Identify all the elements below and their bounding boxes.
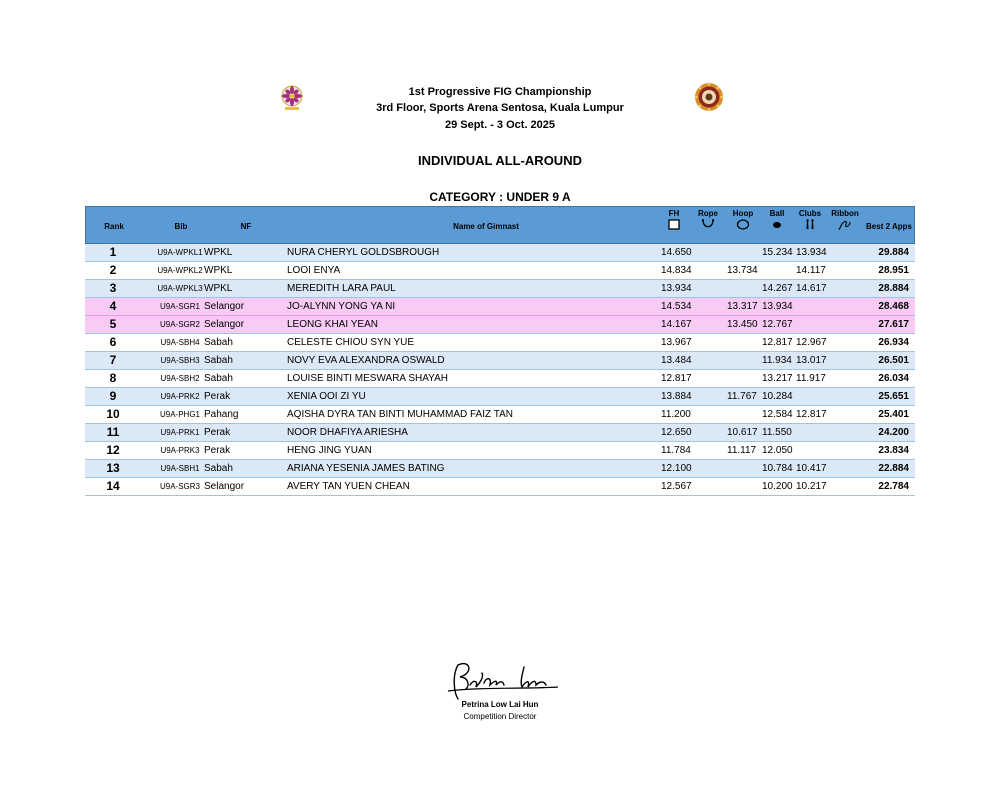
- rank-cell: 1: [109, 245, 117, 259]
- page-title: INDIVIDUAL ALL-AROUND: [418, 153, 582, 168]
- hoop-header: [725, 209, 761, 230]
- rank-cell: 4: [109, 299, 117, 313]
- table-row: [85, 406, 915, 424]
- fh-score-cell: 13.484: [661, 355, 692, 366]
- hoop-score-cell: 11.117: [727, 445, 757, 456]
- table-row: [85, 244, 915, 262]
- rope-header-label: Rope: [698, 209, 718, 218]
- best-two-apps-cell: 28.468: [878, 301, 909, 312]
- hoop-icon: [736, 219, 750, 230]
- rank-cell: 14: [106, 479, 120, 493]
- table-row: [85, 352, 915, 370]
- best-two-apps-cell: 25.401: [878, 409, 909, 420]
- rank-cell: 9: [109, 389, 117, 403]
- ball-header-label: Ball: [769, 209, 785, 218]
- clubs-header-label: Clubs: [798, 209, 822, 218]
- fh-header: [656, 209, 692, 230]
- fh-score-cell: 11.784: [661, 445, 691, 456]
- table-row: [85, 262, 915, 280]
- nf-cell: Pahang: [204, 409, 239, 420]
- table-row: [85, 370, 915, 388]
- nf-cell: Sabah: [204, 373, 233, 384]
- bib-cell: U9A-PHG1: [159, 410, 200, 419]
- best-two-apps-cell: 29.884: [878, 247, 909, 258]
- fh-score-cell: 11.200: [661, 409, 691, 420]
- ball-header: [759, 209, 795, 230]
- gymnast-name-cell: HENG JING YUAN: [287, 445, 372, 456]
- rank-cell: 10: [106, 407, 120, 421]
- ball-score-cell: 10.784: [762, 463, 793, 474]
- table-row: [85, 460, 915, 478]
- rank-cell: 13: [106, 461, 120, 475]
- clubs-score-cell: 12.967: [796, 337, 827, 348]
- hoop-score-cell: 13.734: [727, 265, 758, 276]
- fh-score-cell: 12.100: [661, 463, 692, 474]
- clubs-score-cell: 10.217: [796, 481, 827, 492]
- fh-score-cell: 14.534: [661, 301, 692, 312]
- nf-cell: WPKL: [204, 265, 233, 276]
- best-two-apps-cell: 26.934: [878, 337, 909, 348]
- gymnast-name-cell: AVERY TAN YUEN CHEAN: [287, 481, 410, 492]
- fh-score-cell: 13.884: [661, 391, 692, 402]
- gymnast-name-cell: CELESTE CHIOU SYN YUE: [287, 337, 415, 348]
- bib-cell: U9A-SGR1: [159, 302, 200, 311]
- event-dates: 29 Sept. - 3 Oct. 2025: [444, 119, 556, 131]
- name-header: Name of Gimnast: [453, 222, 519, 231]
- signatory-name: Petrina Low Lai Hun: [461, 700, 539, 709]
- table-row: [85, 280, 915, 298]
- best-two-apps-cell: 26.501: [878, 355, 909, 366]
- best-two-apps-cell: 22.784: [878, 481, 909, 492]
- table-row: [85, 442, 915, 460]
- clubs-header: [792, 209, 828, 230]
- rank-cell: 7: [109, 353, 117, 367]
- bib-cell: U9A-WPKL2: [157, 266, 203, 275]
- clubs-score-cell: 12.817: [796, 409, 827, 420]
- fh-score-cell: 12.817: [661, 373, 692, 384]
- fh-score-cell: 12.567: [661, 481, 692, 492]
- bib-cell: U9A-SGR2: [159, 320, 200, 329]
- table-row: [85, 424, 915, 442]
- bib-cell: U9A-SBH2: [160, 374, 200, 383]
- nf-cell: Sabah: [204, 337, 233, 348]
- best-two-apps-cell: 26.034: [878, 373, 909, 384]
- nf-cell: Selangor: [204, 481, 245, 492]
- hoop-score-cell: 13.317: [727, 301, 758, 312]
- clubs-score-cell: 13.934: [796, 247, 827, 258]
- nf-cell: Sabah: [204, 463, 233, 474]
- rank-cell: 12: [106, 443, 120, 457]
- rope-icon: [701, 219, 715, 230]
- ball-score-cell: 15.234: [762, 247, 793, 258]
- gymnast-name-cell: AQISHA DYRA TAN BINTI MUHAMMAD FAIZ TAN: [287, 409, 513, 420]
- gymnast-name-cell: NURA CHERYL GOLDSBROUGH: [287, 247, 440, 258]
- ball-score-cell: 14.267: [762, 283, 793, 294]
- clubs-score-cell: 13.017: [796, 355, 827, 366]
- fh-score-cell: 12.650: [661, 427, 692, 438]
- table-row: [85, 334, 915, 352]
- gymnast-name-cell: ARIANA YESENIA JAMES BATING: [287, 463, 445, 474]
- ball-score-cell: 12.050: [762, 445, 793, 456]
- gymnast-name-cell: LEONG KHAI YEAN: [287, 319, 378, 330]
- gymnast-name-cell: LOUISE BINTI MESWARA SHAYAH: [287, 373, 448, 384]
- bib-cell: U9A-SGR3: [159, 482, 200, 491]
- best-two-apps-cell: 25.651: [878, 391, 909, 402]
- ball-score-cell: 13.217: [762, 373, 793, 384]
- ball-icon: [770, 219, 784, 230]
- gymnast-name-cell: XENIA OOI ZI YU: [287, 391, 366, 402]
- bib-cell: U9A-WPKL1: [157, 248, 203, 257]
- clubs-score-cell: 11.917: [796, 373, 826, 384]
- hoop-score-cell: 10.617: [727, 427, 758, 438]
- signatory-title: Competition Director: [463, 712, 537, 721]
- results-table: [85, 206, 915, 496]
- nf-header: NF: [240, 222, 252, 231]
- rank-cell: 6: [109, 335, 117, 349]
- fh-score-cell: 14.167: [661, 319, 692, 330]
- nf-cell: WPKL: [204, 247, 233, 258]
- rank-cell: 5: [109, 317, 117, 331]
- rank-cell: 2: [109, 263, 117, 277]
- best-two-apps-cell: 23.834: [878, 445, 909, 456]
- results-rows: [85, 244, 915, 496]
- best-two-apps-cell: 22.884: [878, 463, 909, 474]
- rank-cell: 11: [106, 425, 120, 439]
- gymnast-name-cell: NOOR DHAFIYA ARIESHA: [287, 427, 408, 438]
- director-signature-icon: [440, 655, 570, 705]
- best-two-apps-cell: 24.200: [878, 427, 909, 438]
- nf-cell: Sabah: [204, 355, 233, 366]
- bib-cell: U9A-PRK3: [160, 446, 200, 455]
- rope-header: [690, 209, 726, 230]
- free-hands-icon: [668, 219, 680, 230]
- venue: 3rd Floor, Sports Arena Sentosa, Kuala Lumpur: [376, 102, 624, 114]
- nf-cell: Perak: [204, 445, 231, 456]
- ball-score-cell: 10.284: [762, 391, 793, 402]
- gymnast-name-cell: MEREDITH LARA PAUL: [287, 283, 396, 294]
- ball-score-cell: 12.584: [762, 409, 793, 420]
- rank-header: Rank: [104, 222, 124, 231]
- bib-cell: U9A-WPKL3: [157, 284, 203, 293]
- best-two-apps-cell: 28.884: [878, 283, 909, 294]
- ball-score-cell: 11.934: [762, 355, 792, 366]
- clubs-score-cell: 14.617: [796, 283, 827, 294]
- fh-score-cell: 13.967: [661, 337, 692, 348]
- fh-score-cell: 14.650: [661, 247, 692, 258]
- category-title: CATEGORY : UNDER 9 A: [429, 190, 571, 204]
- gymnast-name-cell: JO-ALYNN YONG YA NI: [287, 301, 396, 312]
- bib-cell: U9A-PRK1: [160, 428, 200, 437]
- ribbon-header: [827, 209, 863, 230]
- clubs-score-cell: 10.417: [796, 463, 827, 474]
- rank-cell: 3: [109, 281, 117, 295]
- rank-cell: 8: [109, 371, 117, 385]
- nf-cell: Selangor: [204, 319, 245, 330]
- ball-score-cell: 10.200: [762, 481, 793, 492]
- ribbon-icon: [838, 219, 852, 230]
- hoop-score-cell: 11.767: [727, 391, 757, 402]
- competition-name: 1st Progressive FIG Championship: [408, 86, 592, 98]
- gymnast-name-cell: LOOI ENYA: [287, 265, 341, 276]
- clubs-icon: [803, 219, 817, 230]
- hoop-score-cell: 13.450: [727, 319, 758, 330]
- ribbon-header-label: Ribbon: [831, 209, 859, 218]
- bib-cell: U9A-PRK2: [160, 392, 200, 401]
- table-row: [85, 298, 915, 316]
- nf-cell: Perak: [204, 391, 231, 402]
- bib-header: Bib: [174, 222, 188, 231]
- best-two-apps-cell: 28.951: [878, 265, 909, 276]
- ball-score-cell: 13.934: [762, 301, 793, 312]
- gymnast-name-cell: NOVY EVA ALEXANDRA OSWALD: [287, 355, 445, 366]
- bib-cell: U9A-SBH4: [160, 338, 200, 347]
- clubs-score-cell: 14.117: [796, 265, 826, 276]
- table-row: [85, 316, 915, 334]
- ball-score-cell: 11.550: [762, 427, 792, 438]
- table-row: [85, 478, 915, 496]
- fh-header-label: FH: [668, 209, 680, 218]
- table-row: [85, 388, 915, 406]
- nf-cell: Perak: [204, 427, 231, 438]
- ball-score-cell: 12.817: [762, 337, 793, 348]
- best-header: Best 2 Apps: [866, 222, 912, 231]
- nf-cell: Selangor: [204, 301, 245, 312]
- best-two-apps-cell: 27.617: [878, 319, 909, 330]
- fh-score-cell: 14.834: [661, 265, 692, 276]
- fh-score-cell: 13.934: [661, 283, 692, 294]
- bib-cell: U9A-SBH3: [160, 356, 200, 365]
- bib-cell: U9A-SBH1: [160, 464, 200, 473]
- hoop-header-label: Hoop: [732, 209, 754, 218]
- ball-score-cell: 12.767: [762, 319, 793, 330]
- table-header: [85, 206, 915, 244]
- nf-cell: WPKL: [204, 283, 233, 294]
